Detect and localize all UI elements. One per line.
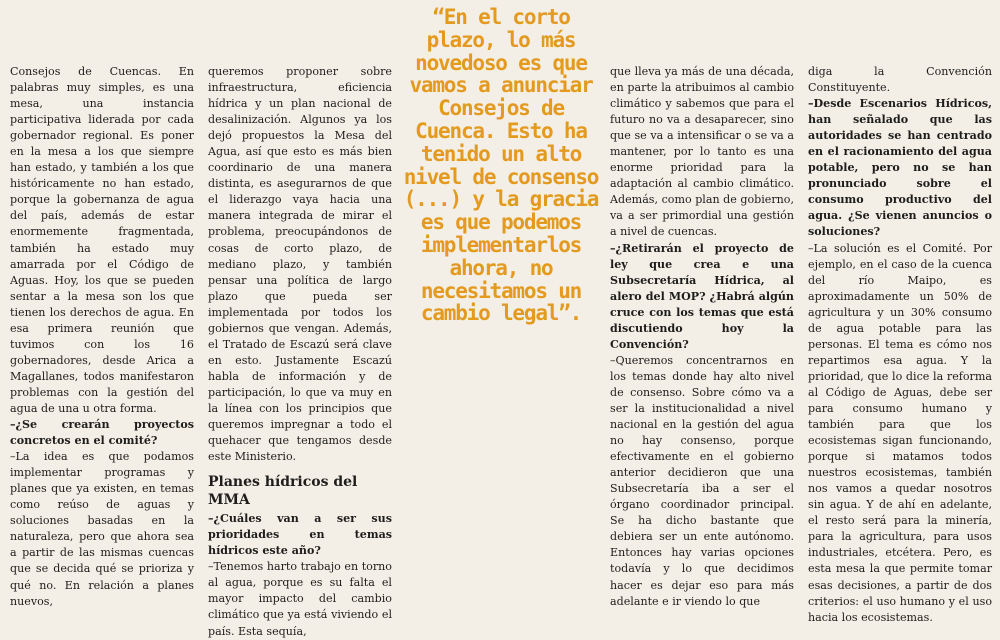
interview-question: –¿Retirarán el proyecto de ley que crea e una Subsecretaría Hídrica, al alero del MOP? ¿Habrá algún cruce con los temas que está discutiendo hoy la Convención? <box>610 241 794 351</box>
article-column-2 <box>208 64 392 640</box>
pull-quote: “En el corto plazo, lo más novedoso es que vamos a anunciar Consejos de Cuenca. Esto ha tenido un alto nivel de consenso (...) y la gracia es que podemos implementarlos ahora, no necesitamos un cambio legal”. <box>403 5 599 326</box>
paragraph: queremos proponer sobre infraestructura, eficiencia hídrica y un plan nacional de desalinización. Algunos ya los dejó propuestos la Mesa del Agua, así que esto es más bien coordinario de una manera distinta, es asegurarnos de que el liderazgo vaya hacia una manera integrada de mirar el problema, preocupándonos de cosas de corto plazo, de mediano plazo, y también pensar una política de largo plazo que pueda ser implementada por todos los gobiernos que vengan. Además, el Tratado de Escazú será clave en esto. Justamente Escazú habla de información y de participación, lo que va muy en la línea con los principios que queremos impregnar a todo el quehacer que tengamos desde este Ministerio. <box>208 65 392 464</box>
interview-question: –¿Cuáles van a ser sus prioridades en temas hídricos este año? <box>208 512 392 558</box>
paragraph: diga la Convención Constituyente. <box>808 65 992 95</box>
paragraph: –Queremos concentrarnos en los temas donde hay alto nivel de consenso. Sobre cómo va a ser la institucionalidad a nivel nacional en la gestión del agua no hay consenso, porque efectivamente en el gobierno anterior decidieron que una Subsecretaría iba a ser el órgano coordinador principal. Se ha dicho bastante que debiera ser un ente autónomo. Entonces hay varias opciones todavía y lo que decidimos hacer es dejar eso para más adelante e ir viendo lo que <box>610 353 794 608</box>
interview-question: –¿Se crearán proyectos concretos en el comité? <box>10 418 194 448</box>
section-subheading: Planes hídricos del MMA <box>208 474 358 509</box>
article-column-1 <box>10 64 194 610</box>
article-column-4 <box>808 64 992 626</box>
article-column-3 <box>610 64 794 610</box>
paragraph: que lleva ya más de una década, en parte la atribuimos al cambio climático y sabemos que para el futuro no va a desaparecer, sino que se va a intensificar o se va a mantener, por lo tanto es una enorme prioridad para la adaptación al cambio climático. Además, como plan de gobierno, va a ser primordial una gestión a nivel de cuencas. <box>610 65 794 239</box>
paragraph: –Tenemos harto trabajo en torno al agua, porque es su falta el mayor impacto del cambio climático que ya está viviendo el país. Esta sequía, <box>208 560 392 638</box>
paragraph: –La solución es el Comité. Por ejemplo, en el caso de la cuenca del río Maipo, es aproximadamente un 50% de agricultura y un 30% consumo de agua potable para las personas. El tema es cómo nos repartimos esa agua. Y la prioridad, que lo dice la reforma al Código de Aguas, debe ser para consumo humano y también para que los ecosistemas sigan funcionando, porque si matamos todos nuestros ecosistemas, también nos vamos a quedar nosotros sin agua. Y de ahí en adelante, el resto será para la minería, para la agricultura, para usos industriales, etcétera. Pero, es esta mesa la que permite tomar esas decisiones, a partir de dos criterios: el uso humano y el uso hacia los ecosistemas. <box>808 241 992 624</box>
paragraph: –La idea es que podamos implementar programas y planes que ya existen, en temas como reúso de aguas y soluciones basadas en la naturaleza, pero que ahora sea a partir de las mismas cuencas que se decida qué se prioriza y qué no. En relación a planes nuevos, <box>10 450 194 608</box>
interview-question: –Desde Escenarios Hídricos, han señalado que las autoridades se han centrado en el racionamiento del agua potable, pero no se han pronunciado sobre el consumo productivo del agua. ¿Se vienen anuncios o soluciones? <box>808 97 992 239</box>
paragraph: Consejos de Cuencas. En palabras muy simples, es una mesa, una instancia participativa liderada por cada gobernador regional. Es poner en la mesa a los que siempre han estado, y también a los que históricamente no han estado, porque la gobernanza de agua del país, además de estar enormemente fragmentada, también ha estado muy amarrada por el Código de Aguas. Hoy, los que se pueden sentar a la mesa son los que tienen los derechos de agua. En esa primera reunión que tuvimos con los 16 gobernadores, desde Arica a Magallanes, todos manifestaron problemas con la gestión del agua de una u otra forma. <box>10 65 194 415</box>
